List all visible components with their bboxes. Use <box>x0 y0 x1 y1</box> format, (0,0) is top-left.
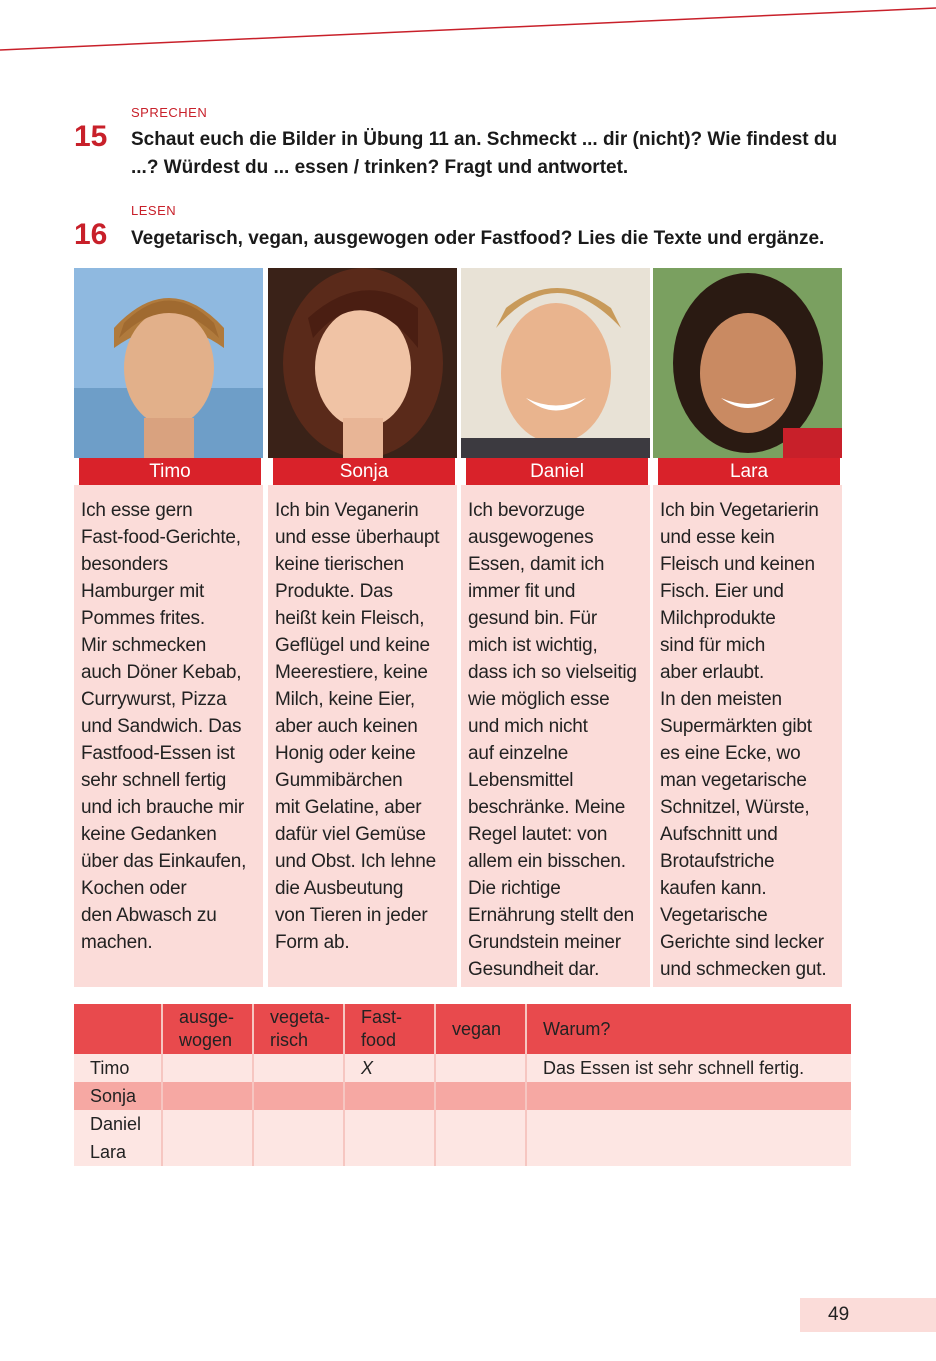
table-row <box>74 1082 851 1110</box>
exercise-15-line-1: Schaut euch die Bilder in Übung 11 an. Schmeckt ... dir (nicht)? Wie findest du <box>131 129 838 150</box>
exercise-15-kind: SPRECHEN <box>131 105 208 120</box>
timo-photo <box>74 268 263 458</box>
cell-ausgewogen[interactable] <box>162 1110 253 1138</box>
timo-text-box <box>74 485 263 987</box>
table-header-vegan: vegan <box>435 1004 526 1054</box>
exercise-16-number: 16 <box>74 218 108 251</box>
daniel-text: Ich bevorzuge ausgewogenes Essen, damit ich immer fit und gesund bin. Für mich ist wichtig, dass ich so vielseitig wie möglich esse und mich nicht auf einzelne Lebensmittel beschränke. Meine Regel lautet: von allem ein bisschen. Die richtige Ernährung stellt den Grundstein meiner Gesundheit dar. <box>468 500 637 980</box>
cell-vegan[interactable] <box>435 1082 526 1110</box>
table-header-fastfood: Fast- food <box>344 1004 435 1054</box>
table-row <box>74 1138 851 1166</box>
exercise-15-instruction <box>131 126 837 182</box>
cell-vegetarisch[interactable] <box>253 1082 344 1110</box>
cell-vegetarisch[interactable] <box>253 1110 344 1138</box>
exercise-16-kind: LESEN <box>131 203 177 218</box>
cell-warum[interactable] <box>526 1138 851 1166</box>
cell-vegetarisch[interactable] <box>253 1138 344 1166</box>
daniel-photo <box>461 268 650 458</box>
lara-text: Ich bin Vegetarierin und esse kein Fleisch und keinen Fisch. Eier und Milchprodukte sind für mich aber erlaubt. In den meisten Supermärkten gibt es eine Ecke, wo man vegetarische Schnitzel, Würste, Aufschnitt und Brotaufstriche kaufen kann. Vegetarische Gerichte sind lecker und schmecken gut. <box>660 500 827 980</box>
cell-fastfood[interactable] <box>344 1138 435 1166</box>
cell-fastfood[interactable] <box>344 1110 435 1138</box>
cell-vegan[interactable] <box>435 1138 526 1166</box>
header-rule <box>0 0 936 60</box>
table-header-empty <box>74 1004 162 1054</box>
cell-vegan[interactable] <box>435 1054 526 1082</box>
table-header-vegetarisch: vegeta- risch <box>253 1004 344 1054</box>
cell-ausgewogen[interactable] <box>162 1054 253 1082</box>
cell-fastfood[interactable]: X <box>344 1054 435 1082</box>
table-header-warum: Warum? <box>526 1004 851 1054</box>
exercise-15-number: 15 <box>74 120 108 153</box>
cell-ausgewogen[interactable] <box>162 1138 253 1166</box>
lara-photo <box>653 268 842 458</box>
daniel-text-box <box>461 485 650 987</box>
cell-warum[interactable] <box>526 1110 851 1138</box>
page-number: 49 <box>800 1298 936 1332</box>
cell-warum[interactable] <box>526 1082 851 1110</box>
cell-vegan[interactable] <box>435 1110 526 1138</box>
table-header-row <box>74 1004 851 1054</box>
answer-table <box>74 1004 851 1166</box>
row-name: Daniel <box>74 1110 162 1138</box>
table-row <box>74 1110 851 1138</box>
lara-name-bar: Lara <box>658 458 840 485</box>
table-row <box>74 1054 851 1082</box>
row-name: Timo <box>74 1054 162 1082</box>
exercise-15-line-2: ...? Würdest du ... essen / trinken? Fragt und antwortet. <box>131 157 629 178</box>
timo-text: Ich esse gern Fast-food-Gerichte, besonders Hamburger mit Pommes frites. Mir schmecken auch Döner Kebab, Currywurst, Pizza und Sandwich. Das Fastfood-Essen ist sehr schnell fertig und ich brauche mir keine Gedanken über das Einkaufen, Kochen oder den Abwasch zu machen. <box>81 500 247 953</box>
sonja-photo <box>268 268 457 458</box>
daniel-name-bar: Daniel <box>466 458 648 485</box>
sonja-name-bar: Sonja <box>273 458 455 485</box>
sonja-text-box <box>268 485 457 987</box>
lara-text-box <box>653 485 842 987</box>
row-name: Sonja <box>74 1082 162 1110</box>
sonja-text: Ich bin Veganerin und esse überhaupt keine tierischen Produkte. Das heißt kein Fleisch, Geflügel und keine Meerestiere, keine Milch, keine Eier, aber auch keinen Honig oder keine Gummibärchen mit Gelatine, aber dafür viel Gemüse und Obst. Ich lehne die Ausbeutung von Tieren in jeder Form ab. <box>275 500 440 953</box>
table-header-ausgewogen: ausge- wogen <box>162 1004 253 1054</box>
cell-warum[interactable]: Das Essen ist sehr schnell fertig. <box>526 1054 851 1082</box>
cell-vegetarisch[interactable] <box>253 1054 344 1082</box>
row-name: Lara <box>74 1138 162 1166</box>
timo-name-bar: Timo <box>79 458 261 485</box>
cell-fastfood[interactable] <box>344 1082 435 1110</box>
exercise-16-instruction: Vegetarisch, vegan, ausgewogen oder Fastfood? Lies die Texte und ergänze. <box>131 228 825 249</box>
cell-ausgewogen[interactable] <box>162 1082 253 1110</box>
